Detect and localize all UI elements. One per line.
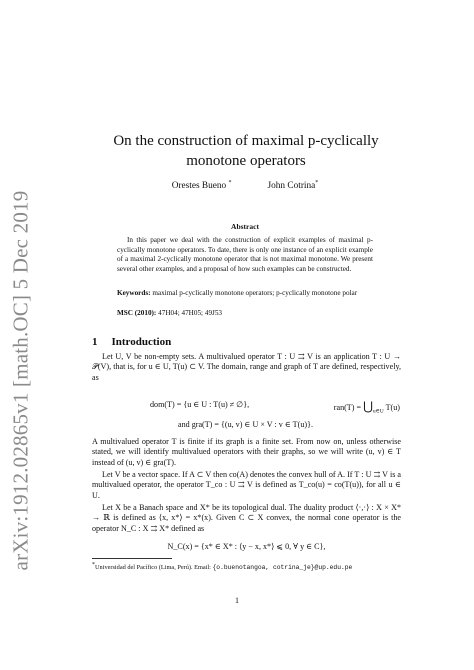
author-2: John Cotrina* (267, 180, 319, 192)
section-title: Introduction (111, 336, 172, 348)
equation-ran: $ran(T) = ⋃_{u\in U}$ T(u) (333, 399, 400, 415)
abstract-heading: Abstract (231, 222, 259, 231)
author-1: Orestes Bueno * (171, 180, 232, 192)
equation-dom-ran (150, 399, 400, 415)
paper-title (96, 131, 396, 171)
title-line-2: monotone operators (186, 153, 306, 169)
keywords-label: Keywords: (117, 289, 151, 297)
equation-normal-cone: N_C(x) = {x* ∈ X* : ⟨y − x, x*⟩ ⩽ 0, ∀ y ∈ C}, (167, 542, 326, 551)
paragraph-4: Let X be a Banach space and X* be its topological dual. The duality product ⟨·,·⟩ : X × X* → ℝ is defined as ⟨x, x*⟩ = x*(x). Given C ⊂ X convex, the normal cone operator is the operator N_C : X ⇉ X* defined as (92, 503, 401, 533)
keywords-text: maximal p-cyclically monotone operators; p-cyclically monotone polar (152, 289, 358, 297)
equation-gra: and gra(T) = {(u, v) ∈ U × V : v ∈ T(u)}. (178, 420, 313, 429)
page-number: 1 (235, 596, 239, 605)
footnote-email: {o.buenotangoa, cotrina_je}@up.edu.pe (212, 564, 353, 572)
paragraph-2: A multivalued operator T is finite if its graph is a finite set. From now on, unless otherwise stated, we will identify multivalued operators with their graphs, so we will write (u, v) ∈ T instead of (u, v) ∈ gra(T). (92, 437, 401, 467)
msc-label: MSC (2010): (117, 309, 157, 317)
authors (120, 180, 370, 191)
abstract-text: In this paper we deal with the construction of explicit examples of maximal p-cyclically monotone operators. To date, there is only one instance of an explicit example of a maximal 2-cyclically monotone operator that is not maximal monotone. We present several other examples, and a proposal of how such examples can be constructed. (117, 236, 373, 273)
arxiv-stamp (6, 170, 36, 590)
footnote-rule (92, 558, 172, 559)
title-line-1: On the construction of maximal p-cyclically (113, 133, 379, 149)
paragraph-3: Let V be a vector space. If A ⊂ V then co(A) denotes the convex hull of A. If T : U ⇉ V is a multivalued operator, the operator T_co : U ⇉ V is defined as T_co(u) = co(T(u)), for all u ∈ U. (92, 470, 401, 500)
paragraph-1: Let U, V be non-empty sets. A multivalued operator T : U ⇉ V is an application T : U → 𝒫(V), that is, for u ∈ U, T(u) ⊂ V. The domain, range and graph of T are defined, respectively, as (92, 352, 401, 382)
arxiv-id: arXiv:1912.02865v1 [math.OC] 5 Dec 2019 (8, 190, 33, 570)
section-heading (92, 336, 171, 348)
equation-dom: dom(T) = {u ∈ U : T(u) ≠ ∅}, (150, 400, 250, 409)
msc-codes (117, 309, 373, 319)
footnote: *Universidad del Pacífico (Lima, Perú). Email: {o.buenotangoa, cotrina_je}@up.edu.pe (92, 562, 353, 572)
msc-text: 47H04; 47H05; 49J53 (158, 309, 223, 317)
keywords (117, 289, 373, 299)
section-number: 1 (92, 336, 98, 348)
